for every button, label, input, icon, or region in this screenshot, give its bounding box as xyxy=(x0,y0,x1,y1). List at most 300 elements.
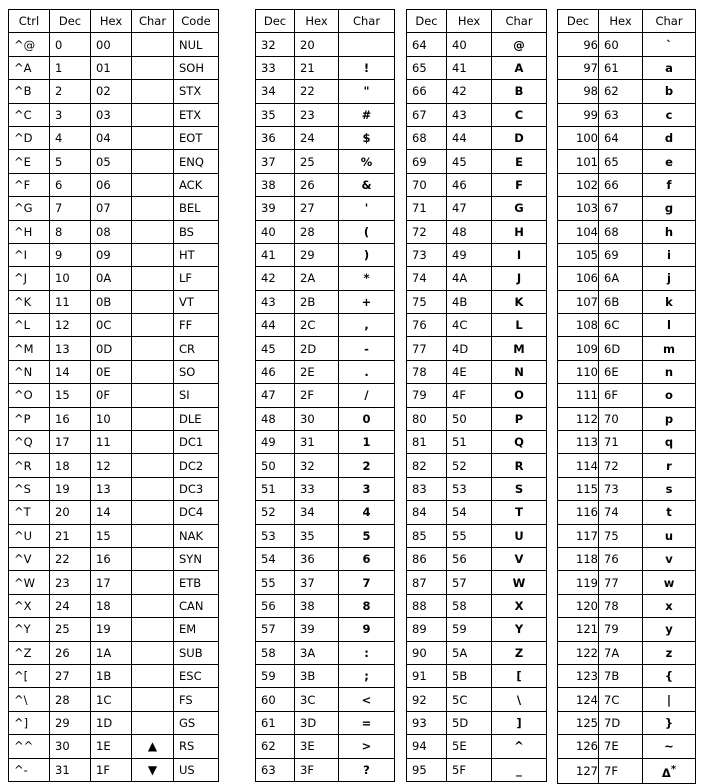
hex-cell: 3D xyxy=(295,711,339,734)
table-row xyxy=(256,150,395,173)
dec-cell: 48 xyxy=(256,407,295,430)
char-cell: ▼ xyxy=(132,758,174,781)
table-row xyxy=(558,126,696,149)
char-cell: & xyxy=(339,173,395,196)
hex-cell: 60 xyxy=(599,33,643,56)
table-row xyxy=(407,547,547,570)
char-cell: 2 xyxy=(339,454,395,477)
dec-cell: 33 xyxy=(256,56,295,79)
table-row xyxy=(558,103,696,126)
dec-cell: 82 xyxy=(407,454,447,477)
char-cell: \ xyxy=(492,688,547,711)
dec-cell: 5 xyxy=(50,150,91,173)
char-cell: { xyxy=(643,664,696,687)
char-cell xyxy=(132,454,174,477)
code-cell: ETX xyxy=(174,103,219,126)
char-cell: / xyxy=(339,384,395,407)
char-cell xyxy=(132,337,174,360)
dec-cell: 6 xyxy=(50,173,91,196)
table-row xyxy=(9,477,219,500)
table-row xyxy=(256,314,395,337)
char-cell: P xyxy=(492,407,547,430)
hex-cell: 41 xyxy=(447,56,492,79)
table-row xyxy=(558,267,696,290)
code-cell: ESC xyxy=(174,664,219,687)
char-cell: ; xyxy=(339,664,395,687)
table-row xyxy=(256,33,395,56)
table-row xyxy=(9,103,219,126)
dec-cell: 52 xyxy=(256,501,295,524)
hex-cell: 1B xyxy=(91,664,132,687)
dec-cell: 122 xyxy=(558,641,599,664)
ctrl-cell: ^U xyxy=(9,524,50,547)
table-row xyxy=(558,594,696,617)
char-cell: ! xyxy=(339,56,395,79)
char-cell: ▲ xyxy=(132,735,174,758)
table-row xyxy=(256,454,395,477)
code-cell: SUB xyxy=(174,641,219,664)
char-cell xyxy=(132,407,174,430)
hex-cell: 62 xyxy=(599,80,643,103)
char-cell: } xyxy=(643,711,696,734)
header-char: Char xyxy=(132,10,174,33)
table-row xyxy=(407,641,547,664)
table-row xyxy=(407,711,547,734)
dec-cell: 21 xyxy=(50,524,91,547)
hex-cell: 63 xyxy=(599,103,643,126)
table-row xyxy=(407,150,547,173)
char-cell: ` xyxy=(643,33,696,56)
table-row xyxy=(9,126,219,149)
hex-cell: 4F xyxy=(447,384,492,407)
char-cell xyxy=(132,80,174,103)
ascii-64-95-table xyxy=(406,9,547,782)
char-cell: _ xyxy=(492,758,547,781)
dec-cell: 14 xyxy=(50,360,91,383)
dec-cell: 91 xyxy=(407,664,447,687)
table-row xyxy=(558,80,696,103)
hex-cell: 28 xyxy=(295,220,339,243)
table-row xyxy=(256,758,395,781)
char-cell: ~ xyxy=(643,735,696,758)
char-cell: E xyxy=(492,150,547,173)
table-row xyxy=(9,150,219,173)
char-cell: K xyxy=(492,290,547,313)
table-row xyxy=(256,735,395,758)
ctrl-cell: ^V xyxy=(9,547,50,570)
hex-cell: 03 xyxy=(91,103,132,126)
dec-cell: 15 xyxy=(50,384,91,407)
char-cell: f xyxy=(643,173,696,196)
table-row xyxy=(256,267,395,290)
table-row xyxy=(9,243,219,266)
dec-cell: 72 xyxy=(407,220,447,243)
code-cell: CAN xyxy=(174,594,219,617)
hex-cell: 09 xyxy=(91,243,132,266)
code-cell: ENQ xyxy=(174,150,219,173)
table-row xyxy=(407,524,547,547)
dec-cell: 109 xyxy=(558,337,599,360)
char-cell: H xyxy=(492,220,547,243)
hex-cell: 52 xyxy=(447,454,492,477)
table-row xyxy=(407,267,547,290)
table-row xyxy=(407,407,547,430)
char-cell xyxy=(132,290,174,313)
table-row xyxy=(9,594,219,617)
dec-cell: 84 xyxy=(407,501,447,524)
char-cell: 9 xyxy=(339,618,395,641)
char-cell: a xyxy=(643,56,696,79)
table-row xyxy=(256,384,395,407)
char-cell: . xyxy=(339,360,395,383)
char-cell xyxy=(132,594,174,617)
ctrl-cell: ^M xyxy=(9,337,50,360)
table-row xyxy=(407,103,547,126)
hex-cell: 76 xyxy=(599,547,643,570)
hex-cell: 77 xyxy=(599,571,643,594)
table-row xyxy=(9,618,219,641)
dec-cell: 46 xyxy=(256,360,295,383)
dec-cell: 40 xyxy=(256,220,295,243)
ctrl-cell: ^L xyxy=(9,314,50,337)
table-row xyxy=(256,641,395,664)
table-header xyxy=(256,10,395,33)
dec-cell: 10 xyxy=(50,267,91,290)
dec-cell: 44 xyxy=(256,314,295,337)
char-cell xyxy=(132,547,174,570)
char-cell: Δ* xyxy=(643,758,696,784)
table-row xyxy=(558,407,696,430)
table-row xyxy=(9,431,219,454)
table-row xyxy=(407,56,547,79)
hex-cell: 6E xyxy=(599,360,643,383)
code-cell: RS xyxy=(174,735,219,758)
ctrl-cell: ^Y xyxy=(9,618,50,641)
table-row xyxy=(558,360,696,383)
char-cell: h xyxy=(643,220,696,243)
char-cell: 1 xyxy=(339,431,395,454)
table-row xyxy=(256,688,395,711)
hex-cell: 44 xyxy=(447,126,492,149)
table-row xyxy=(9,290,219,313)
table-row xyxy=(256,431,395,454)
ctrl-cell: ^P xyxy=(9,407,50,430)
hex-cell: 1E xyxy=(91,735,132,758)
hex-cell: 14 xyxy=(91,501,132,524)
ctrl-cell: ^- xyxy=(9,758,50,781)
table-row xyxy=(9,524,219,547)
table-row xyxy=(558,454,696,477)
table-row xyxy=(558,384,696,407)
table-row xyxy=(407,80,547,103)
table-row xyxy=(256,571,395,594)
hex-cell: 7F xyxy=(599,758,643,784)
dec-cell: 74 xyxy=(407,267,447,290)
hex-cell: 40 xyxy=(447,33,492,56)
dec-cell: 59 xyxy=(256,664,295,687)
char-cell: D xyxy=(492,126,547,149)
hex-cell: 25 xyxy=(295,150,339,173)
hex-cell: 23 xyxy=(295,103,339,126)
hex-cell: 2A xyxy=(295,267,339,290)
char-cell: s xyxy=(643,477,696,500)
dec-cell: 111 xyxy=(558,384,599,407)
hex-cell: 1F xyxy=(91,758,132,781)
dec-cell: 9 xyxy=(50,243,91,266)
hex-cell: 4C xyxy=(447,314,492,337)
code-cell: SI xyxy=(174,384,219,407)
header-char: Char xyxy=(339,10,395,33)
char-cell: | xyxy=(643,688,696,711)
dec-cell: 51 xyxy=(256,477,295,500)
code-cell: FS xyxy=(174,688,219,711)
hex-cell: 2B xyxy=(295,290,339,313)
ctrl-cell: ^^ xyxy=(9,735,50,758)
char-cell xyxy=(132,314,174,337)
char-cell: u xyxy=(643,524,696,547)
table-row xyxy=(9,220,219,243)
char-cell xyxy=(132,524,174,547)
char-cell: < xyxy=(339,688,395,711)
dec-cell: 106 xyxy=(558,267,599,290)
dec-cell: 1 xyxy=(50,56,91,79)
hex-cell: 57 xyxy=(447,571,492,594)
table-body xyxy=(558,33,696,784)
hex-cell: 29 xyxy=(295,243,339,266)
dec-cell: 38 xyxy=(256,173,295,196)
char-cell xyxy=(132,477,174,500)
char-cell: l xyxy=(643,314,696,337)
table-row xyxy=(558,477,696,500)
table-body xyxy=(407,33,547,782)
hex-cell: 7C xyxy=(599,688,643,711)
table-row xyxy=(407,290,547,313)
hex-cell: 65 xyxy=(599,150,643,173)
table-row xyxy=(256,197,395,220)
table-row xyxy=(9,56,219,79)
dec-cell: 75 xyxy=(407,290,447,313)
char-cell xyxy=(132,384,174,407)
hex-cell: 36 xyxy=(295,547,339,570)
char-cell: 5 xyxy=(339,524,395,547)
hex-cell: 4E xyxy=(447,360,492,383)
dec-cell: 113 xyxy=(558,431,599,454)
ctrl-cell: ^] xyxy=(9,711,50,734)
table-row xyxy=(407,126,547,149)
header-hex: Hex xyxy=(91,10,132,33)
hex-cell: 0B xyxy=(91,290,132,313)
char-cell: A xyxy=(492,56,547,79)
code-cell: HT xyxy=(174,243,219,266)
hex-cell: 42 xyxy=(447,80,492,103)
hex-cell: 5D xyxy=(447,711,492,734)
char-cell: B xyxy=(492,80,547,103)
code-cell: NAK xyxy=(174,524,219,547)
hex-cell: 7E xyxy=(599,735,643,758)
dec-cell: 104 xyxy=(558,220,599,243)
table-row xyxy=(407,618,547,641)
hex-cell: 43 xyxy=(447,103,492,126)
table-row xyxy=(558,501,696,524)
hex-cell: 20 xyxy=(295,33,339,56)
table-row xyxy=(558,290,696,313)
dec-cell: 100 xyxy=(558,126,599,149)
char-cell: 4 xyxy=(339,501,395,524)
char-cell xyxy=(132,571,174,594)
hex-cell: 3C xyxy=(295,688,339,711)
dec-cell: 83 xyxy=(407,477,447,500)
dec-cell: 76 xyxy=(407,314,447,337)
dec-cell: 79 xyxy=(407,384,447,407)
dec-cell: 34 xyxy=(256,80,295,103)
code-cell: DLE xyxy=(174,407,219,430)
hex-cell: 75 xyxy=(599,524,643,547)
dec-cell: 71 xyxy=(407,197,447,220)
header-code: Code xyxy=(174,10,219,33)
dec-cell: 62 xyxy=(256,735,295,758)
hex-cell: 0D xyxy=(91,337,132,360)
hex-cell: 30 xyxy=(295,407,339,430)
table-row xyxy=(9,501,219,524)
dec-cell: 92 xyxy=(407,688,447,711)
dec-cell: 30 xyxy=(50,735,91,758)
hex-cell: 5B xyxy=(447,664,492,687)
table-row xyxy=(9,337,219,360)
dec-cell: 7 xyxy=(50,197,91,220)
dec-cell: 101 xyxy=(558,150,599,173)
hex-cell: 02 xyxy=(91,80,132,103)
hex-cell: 31 xyxy=(295,431,339,454)
char-cell: [ xyxy=(492,664,547,687)
ctrl-cell: ^C xyxy=(9,103,50,126)
char-cell: = xyxy=(339,711,395,734)
dec-cell: 41 xyxy=(256,243,295,266)
dec-cell: 89 xyxy=(407,618,447,641)
ctrl-cell: ^S xyxy=(9,477,50,500)
char-cell: ] xyxy=(492,711,547,734)
hex-cell: 67 xyxy=(599,197,643,220)
table-row xyxy=(407,197,547,220)
char-cell xyxy=(132,360,174,383)
dec-cell: 39 xyxy=(256,197,295,220)
hex-cell: 70 xyxy=(599,407,643,430)
char-cell xyxy=(132,197,174,220)
code-cell: ACK xyxy=(174,173,219,196)
table-row xyxy=(9,384,219,407)
hex-cell: 22 xyxy=(295,80,339,103)
dec-cell: 64 xyxy=(407,33,447,56)
table-row xyxy=(558,688,696,711)
code-cell: ETB xyxy=(174,571,219,594)
table-row xyxy=(558,197,696,220)
hex-cell: 3E xyxy=(295,735,339,758)
hex-cell: 0E xyxy=(91,360,132,383)
code-cell: SOH xyxy=(174,56,219,79)
header-dec: Dec xyxy=(256,10,295,33)
char-cell: I xyxy=(492,243,547,266)
dec-cell: 54 xyxy=(256,547,295,570)
char-cell: m xyxy=(643,337,696,360)
dec-cell: 11 xyxy=(50,290,91,313)
dec-cell: 17 xyxy=(50,431,91,454)
table-header xyxy=(9,10,219,33)
table-row xyxy=(256,126,395,149)
ctrl-cell: ^I xyxy=(9,243,50,266)
char-cell: X xyxy=(492,594,547,617)
char-cell xyxy=(132,267,174,290)
char-cell xyxy=(132,150,174,173)
hex-cell: 7D xyxy=(599,711,643,734)
char-cell: e xyxy=(643,150,696,173)
dec-cell: 96 xyxy=(558,33,599,56)
hex-cell: 68 xyxy=(599,220,643,243)
hex-cell: 2F xyxy=(295,384,339,407)
code-cell: NUL xyxy=(174,33,219,56)
char-cell xyxy=(132,501,174,524)
dec-cell: 117 xyxy=(558,524,599,547)
dec-cell: 107 xyxy=(558,290,599,313)
dec-cell: 116 xyxy=(558,501,599,524)
ctrl-cell: ^J xyxy=(9,267,50,290)
hex-cell: 7A xyxy=(599,641,643,664)
dec-cell: 124 xyxy=(558,688,599,711)
hex-cell: 6D xyxy=(599,337,643,360)
dec-cell: 65 xyxy=(407,56,447,79)
char-cell: @ xyxy=(492,33,547,56)
hex-cell: 0A xyxy=(91,267,132,290)
hex-cell: 12 xyxy=(91,454,132,477)
char-cell: 6 xyxy=(339,547,395,570)
table-row xyxy=(407,664,547,687)
dec-cell: 55 xyxy=(256,571,295,594)
dec-cell: 43 xyxy=(256,290,295,313)
dec-cell: 105 xyxy=(558,243,599,266)
table-row xyxy=(256,360,395,383)
char-cell xyxy=(132,220,174,243)
hex-cell: 1A xyxy=(91,641,132,664)
char-cell xyxy=(132,618,174,641)
hex-cell: 06 xyxy=(91,173,132,196)
table-row xyxy=(9,360,219,383)
char-cell: ( xyxy=(339,220,395,243)
char-cell xyxy=(132,33,174,56)
hex-cell: 37 xyxy=(295,571,339,594)
char-cell: g xyxy=(643,197,696,220)
char-cell: k xyxy=(643,290,696,313)
table-row xyxy=(9,688,219,711)
char-cell xyxy=(132,243,174,266)
hex-cell: 1C xyxy=(91,688,132,711)
table-row xyxy=(407,314,547,337)
table-row xyxy=(256,547,395,570)
table-row xyxy=(558,618,696,641)
hex-cell: 01 xyxy=(91,56,132,79)
header-dec: Dec xyxy=(50,10,91,33)
hex-cell: 3A xyxy=(295,641,339,664)
dec-cell: 98 xyxy=(558,80,599,103)
char-cell: R xyxy=(492,454,547,477)
dec-cell: 18 xyxy=(50,454,91,477)
table-row xyxy=(256,594,395,617)
dec-cell: 60 xyxy=(256,688,295,711)
table-row xyxy=(407,594,547,617)
dec-cell: 29 xyxy=(50,711,91,734)
char-cell: * xyxy=(339,267,395,290)
dec-cell: 66 xyxy=(407,80,447,103)
dec-cell: 88 xyxy=(407,594,447,617)
hex-cell: 78 xyxy=(599,594,643,617)
hex-cell: 27 xyxy=(295,197,339,220)
